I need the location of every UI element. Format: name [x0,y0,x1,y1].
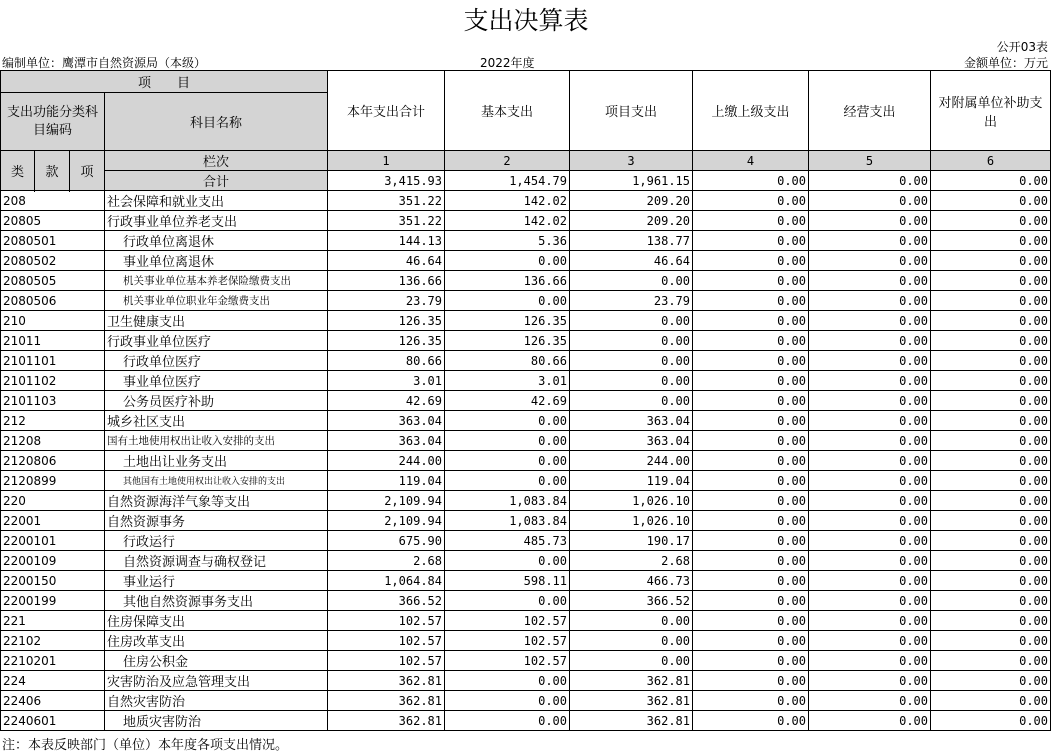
row-value-col-4: 0.00 [693,291,809,311]
header-code-group: 支出功能分类科目编码 [1,93,105,151]
row-value-col-5: 0.00 [809,251,931,271]
row-value-col-1: 362.81 [328,691,445,711]
row-value-col-4: 0.00 [693,571,809,591]
row-name: 社会保障和就业支出 [105,191,328,211]
row-value-col-1: 351.22 [328,191,445,211]
row-value-col-6: 0.00 [931,711,1051,731]
row-value-col-1: 2,109.94 [328,511,445,531]
row-value-col-4: 0.00 [693,391,809,411]
header-lanci: 栏次 [105,151,328,171]
table-row [1,231,1051,251]
row-value-col-1: 119.04 [328,471,445,491]
table-row [1,691,1051,711]
table-row [1,651,1051,671]
row-value-col-1: 675.90 [328,531,445,551]
total-label: 合计 [105,171,328,191]
row-value-col-4: 0.00 [693,711,809,731]
row-value-col-3: 366.52 [570,591,693,611]
row-value-col-1: 102.57 [328,611,445,631]
row-value-col-6: 0.00 [931,211,1051,231]
table-row [1,331,1051,351]
row-name: 住房改革支出 [105,631,328,651]
unit-label: 编制单位：鹰潭市自然资源局（本级） [2,56,207,70]
table-row [1,571,1051,591]
row-value-col-6: 0.00 [931,311,1051,331]
header-col-5: 经营支出 [809,71,931,151]
row-code: 2101101 [1,351,105,371]
row-value-col-1: 366.52 [328,591,445,611]
table-row [1,291,1051,311]
row-value-col-5: 0.00 [809,271,931,291]
row-value-col-1: 46.64 [328,251,445,271]
row-value-col-1: 2.68 [328,551,445,571]
row-value-col-6: 0.00 [931,391,1051,411]
row-name: 行政单位医疗 [105,351,328,371]
col-num-6: 6 [931,151,1051,171]
row-value-col-3: 1,026.10 [570,491,693,511]
year-label: 2022年度 [480,56,535,70]
row-code: 220 [1,491,105,511]
row-code: 2120899 [1,471,105,491]
row-name: 住房公积金 [105,651,328,671]
row-value-col-2: 1,083.84 [445,511,570,531]
row-value-col-5: 0.00 [809,591,931,611]
row-value-col-5: 0.00 [809,191,931,211]
row-name: 土地出让业务支出 [105,451,328,471]
row-value-col-4: 0.00 [693,251,809,271]
row-value-col-6: 0.00 [931,631,1051,651]
row-value-col-4: 0.00 [693,651,809,671]
row-value-col-2: 42.69 [445,391,570,411]
table-row [1,531,1051,551]
header-lei: 类 [1,151,35,191]
row-value-col-5: 0.00 [809,371,931,391]
row-code: 2120806 [1,451,105,471]
row-value-col-6: 0.00 [931,191,1051,211]
row-value-col-4: 0.00 [693,591,809,611]
row-value-col-1: 144.13 [328,231,445,251]
row-code: 2200199 [1,591,105,611]
row-name: 其他自然资源事务支出 [105,591,328,611]
table-row [1,271,1051,291]
row-name: 行政单位离退休 [105,231,328,251]
row-value-col-4: 0.00 [693,231,809,251]
row-value-col-4: 0.00 [693,611,809,631]
row-name: 事业单位离退休 [105,251,328,271]
row-name: 其他国有土地使用权出让收入安排的支出 [105,471,328,491]
row-value-col-4: 0.00 [693,491,809,511]
row-value-col-6: 0.00 [931,691,1051,711]
total-col-4: 0.00 [693,171,809,191]
row-value-col-1: 363.04 [328,431,445,451]
row-code: 224 [1,671,105,691]
table-row [1,631,1051,651]
row-value-col-2: 0.00 [445,431,570,451]
row-name: 行政运行 [105,531,328,551]
row-name: 国有土地使用权出让收入安排的支出 [105,431,328,451]
row-value-col-2: 0.00 [445,671,570,691]
row-value-col-4: 0.00 [693,371,809,391]
row-value-col-2: 126.35 [445,311,570,331]
row-value-col-6: 0.00 [931,651,1051,671]
row-value-col-6: 0.00 [931,491,1051,511]
col-num-4: 4 [693,151,809,171]
row-name: 自然资源海洋气象等支出 [105,491,328,511]
row-value-col-4: 0.00 [693,671,809,691]
row-value-col-1: 42.69 [328,391,445,411]
row-value-col-6: 0.00 [931,591,1051,611]
row-value-col-5: 0.00 [809,611,931,631]
table-row [1,551,1051,571]
row-code: 2080505 [1,271,105,291]
row-code: 21208 [1,431,105,451]
row-value-col-3: 119.04 [570,471,693,491]
row-value-col-1: 102.57 [328,631,445,651]
row-value-col-6: 0.00 [931,331,1051,351]
row-value-col-3: 362.81 [570,671,693,691]
row-value-col-5: 0.00 [809,631,931,651]
row-value-col-2: 102.57 [445,611,570,631]
table-row [1,251,1051,271]
total-col-1: 3,415.93 [328,171,445,191]
row-value-col-2: 142.02 [445,191,570,211]
row-value-col-6: 0.00 [931,671,1051,691]
col-num-2: 2 [445,151,570,171]
row-value-col-3: 0.00 [570,271,693,291]
row-value-col-1: 362.81 [328,671,445,691]
row-name: 卫生健康支出 [105,311,328,331]
row-code: 22102 [1,631,105,651]
row-value-col-1: 126.35 [328,311,445,331]
row-code: 221 [1,611,105,631]
row-value-col-3: 209.20 [570,191,693,211]
row-value-col-2: 5.36 [445,231,570,251]
footnote: 注：本表反映部门（单位）本年度各项支出情况。 [2,738,289,753]
row-value-col-3: 0.00 [570,331,693,351]
row-value-col-4: 0.00 [693,451,809,471]
form-number: 公开03表 [996,40,1048,54]
row-name: 城乡社区支出 [105,411,328,431]
row-name: 事业运行 [105,571,328,591]
row-value-col-2: 0.00 [445,471,570,491]
row-value-col-1: 80.66 [328,351,445,371]
total-col-6: 0.00 [931,171,1051,191]
table-row [1,451,1051,471]
row-value-col-5: 0.00 [809,491,931,511]
row-value-col-6: 0.00 [931,251,1051,271]
row-code: 2101102 [1,371,105,391]
row-value-col-1: 3.01 [328,371,445,391]
row-value-col-2: 102.57 [445,651,570,671]
row-value-col-5: 0.00 [809,571,931,591]
row-value-col-3: 190.17 [570,531,693,551]
row-value-col-5: 0.00 [809,291,931,311]
row-value-col-6: 0.00 [931,531,1051,551]
row-value-col-3: 363.04 [570,431,693,451]
row-value-col-4: 0.00 [693,271,809,291]
row-value-col-3: 209.20 [570,211,693,231]
currency-label: 金额单位：万元 [963,56,1048,70]
row-value-col-4: 0.00 [693,311,809,331]
row-value-col-5: 0.00 [809,551,931,571]
table-row [1,431,1051,451]
row-value-col-6: 0.00 [931,351,1051,371]
table-row [1,611,1051,631]
table-row [1,671,1051,691]
row-value-col-5: 0.00 [809,231,931,251]
row-value-col-1: 102.57 [328,651,445,671]
row-value-col-2: 102.57 [445,631,570,651]
row-name: 机关事业单位基本养老保险缴费支出 [105,271,328,291]
row-value-col-2: 0.00 [445,551,570,571]
row-value-col-5: 0.00 [809,671,931,691]
row-name: 住房保障支出 [105,611,328,631]
row-value-col-3: 1,026.10 [570,511,693,531]
row-value-col-3: 363.04 [570,411,693,431]
row-name: 行政事业单位养老支出 [105,211,328,231]
row-value-col-3: 138.77 [570,231,693,251]
row-value-col-6: 0.00 [931,451,1051,471]
page-title: 支出决算表 [463,6,589,35]
row-value-col-1: 126.35 [328,331,445,351]
row-value-col-5: 0.00 [809,531,931,551]
row-value-col-2: 485.73 [445,531,570,551]
row-value-col-4: 0.00 [693,351,809,371]
row-value-col-2: 80.66 [445,351,570,371]
row-value-col-5: 0.00 [809,431,931,451]
row-value-col-2: 3.01 [445,371,570,391]
row-value-col-4: 0.00 [693,191,809,211]
table-row [1,211,1051,231]
row-value-col-4: 0.00 [693,471,809,491]
row-value-col-5: 0.00 [809,691,931,711]
table-row [1,371,1051,391]
row-value-col-5: 0.00 [809,471,931,491]
total-col-3: 1,961.15 [570,171,693,191]
row-value-col-3: 0.00 [570,631,693,651]
row-value-col-3: 466.73 [570,571,693,591]
row-value-col-2: 0.00 [445,711,570,731]
table-row [1,491,1051,511]
row-value-col-2: 0.00 [445,691,570,711]
row-value-col-3: 0.00 [570,371,693,391]
row-value-col-6: 0.00 [931,271,1051,291]
row-value-col-4: 0.00 [693,531,809,551]
row-value-col-1: 363.04 [328,411,445,431]
row-name: 自然资源事务 [105,511,328,531]
header-col-4: 上缴上级支出 [693,71,809,151]
row-value-col-5: 0.00 [809,211,931,231]
row-value-col-6: 0.00 [931,231,1051,251]
row-value-col-1: 136.66 [328,271,445,291]
row-value-col-1: 2,109.94 [328,491,445,511]
row-code: 2200109 [1,551,105,571]
row-code: 22001 [1,511,105,531]
header-name: 科目名称 [105,93,328,151]
row-value-col-2: 0.00 [445,411,570,431]
row-value-col-3: 0.00 [570,651,693,671]
row-code: 2200101 [1,531,105,551]
col-num-5: 5 [809,151,931,171]
row-value-col-3: 23.79 [570,291,693,311]
row-value-col-4: 0.00 [693,211,809,231]
table-row [1,511,1051,531]
row-name: 行政事业单位医疗 [105,331,328,351]
row-value-col-4: 0.00 [693,691,809,711]
row-value-col-4: 0.00 [693,551,809,571]
table-row [1,311,1051,331]
row-value-col-2: 142.02 [445,211,570,231]
row-value-col-1: 351.22 [328,211,445,231]
row-value-col-2: 0.00 [445,251,570,271]
col-num-3: 3 [570,151,693,171]
row-code: 22406 [1,691,105,711]
header-col-1: 本年支出合计 [328,71,445,151]
row-value-col-3: 362.81 [570,711,693,731]
row-value-col-3: 244.00 [570,451,693,471]
row-value-col-3: 0.00 [570,391,693,411]
table-row [1,411,1051,431]
row-code: 2080501 [1,231,105,251]
header-xiang: 项 [70,151,105,191]
row-code: 2240601 [1,711,105,731]
row-code: 2080502 [1,251,105,271]
row-value-col-6: 0.00 [931,471,1051,491]
header-col-2: 基本支出 [445,71,570,151]
table-row [1,711,1051,731]
row-value-col-6: 0.00 [931,371,1051,391]
row-code: 2200150 [1,571,105,591]
header-item: 项 目 [1,71,328,93]
table-row [1,591,1051,611]
row-value-col-6: 0.00 [931,611,1051,631]
table-row [1,471,1051,491]
col-num-1: 1 [328,151,445,171]
row-value-col-2: 126.35 [445,331,570,351]
row-name: 自然灾害防治 [105,691,328,711]
header-col-3: 项目支出 [570,71,693,151]
row-value-col-5: 0.00 [809,651,931,671]
total-col-2: 1,454.79 [445,171,570,191]
row-code: 2101103 [1,391,105,411]
total-col-5: 0.00 [809,171,931,191]
row-value-col-5: 0.00 [809,391,931,411]
row-code: 20805 [1,211,105,231]
row-code: 210 [1,311,105,331]
row-code: 21011 [1,331,105,351]
row-name: 地质灾害防治 [105,711,328,731]
row-value-col-4: 0.00 [693,511,809,531]
row-value-col-2: 136.66 [445,271,570,291]
row-code: 208 [1,191,105,211]
row-name: 机关事业单位职业年金缴费支出 [105,291,328,311]
row-name: 公务员医疗补助 [105,391,328,411]
row-value-col-5: 0.00 [809,331,931,351]
row-value-col-2: 0.00 [445,291,570,311]
header-col-6: 对附属单位补助支出 [931,71,1051,151]
row-value-col-4: 0.00 [693,331,809,351]
header-kuan: 款 [35,151,70,191]
expenditure-table [0,70,1051,731]
row-value-col-5: 0.00 [809,411,931,431]
row-value-col-6: 0.00 [931,511,1051,531]
row-value-col-1: 1,064.84 [328,571,445,591]
row-value-col-2: 1,083.84 [445,491,570,511]
row-value-col-2: 598.11 [445,571,570,591]
row-value-col-4: 0.00 [693,411,809,431]
row-value-col-6: 0.00 [931,411,1051,431]
row-code: 2080506 [1,291,105,311]
row-name: 事业单位医疗 [105,371,328,391]
row-value-col-5: 0.00 [809,451,931,471]
row-value-col-3: 0.00 [570,611,693,631]
row-value-col-5: 0.00 [809,711,931,731]
row-value-col-6: 0.00 [931,551,1051,571]
row-value-col-6: 0.00 [931,291,1051,311]
table-row [1,391,1051,411]
row-code: 2210201 [1,651,105,671]
row-value-col-5: 0.00 [809,351,931,371]
row-value-col-5: 0.00 [809,311,931,331]
row-value-col-5: 0.00 [809,511,931,531]
row-value-col-3: 0.00 [570,311,693,331]
row-name: 灾害防治及应急管理支出 [105,671,328,691]
row-value-col-3: 0.00 [570,351,693,371]
row-value-col-6: 0.00 [931,571,1051,591]
table-row [1,191,1051,211]
row-code: 212 [1,411,105,431]
row-value-col-2: 0.00 [445,591,570,611]
row-value-col-3: 2.68 [570,551,693,571]
row-value-col-2: 0.00 [445,451,570,471]
row-value-col-3: 46.64 [570,251,693,271]
row-value-col-6: 0.00 [931,431,1051,451]
row-value-col-3: 362.81 [570,691,693,711]
table-row [1,351,1051,371]
row-value-col-1: 23.79 [328,291,445,311]
row-value-col-1: 244.00 [328,451,445,471]
row-value-col-4: 0.00 [693,431,809,451]
row-value-col-4: 0.00 [693,631,809,651]
row-name: 自然资源调查与确权登记 [105,551,328,571]
row-value-col-1: 362.81 [328,711,445,731]
